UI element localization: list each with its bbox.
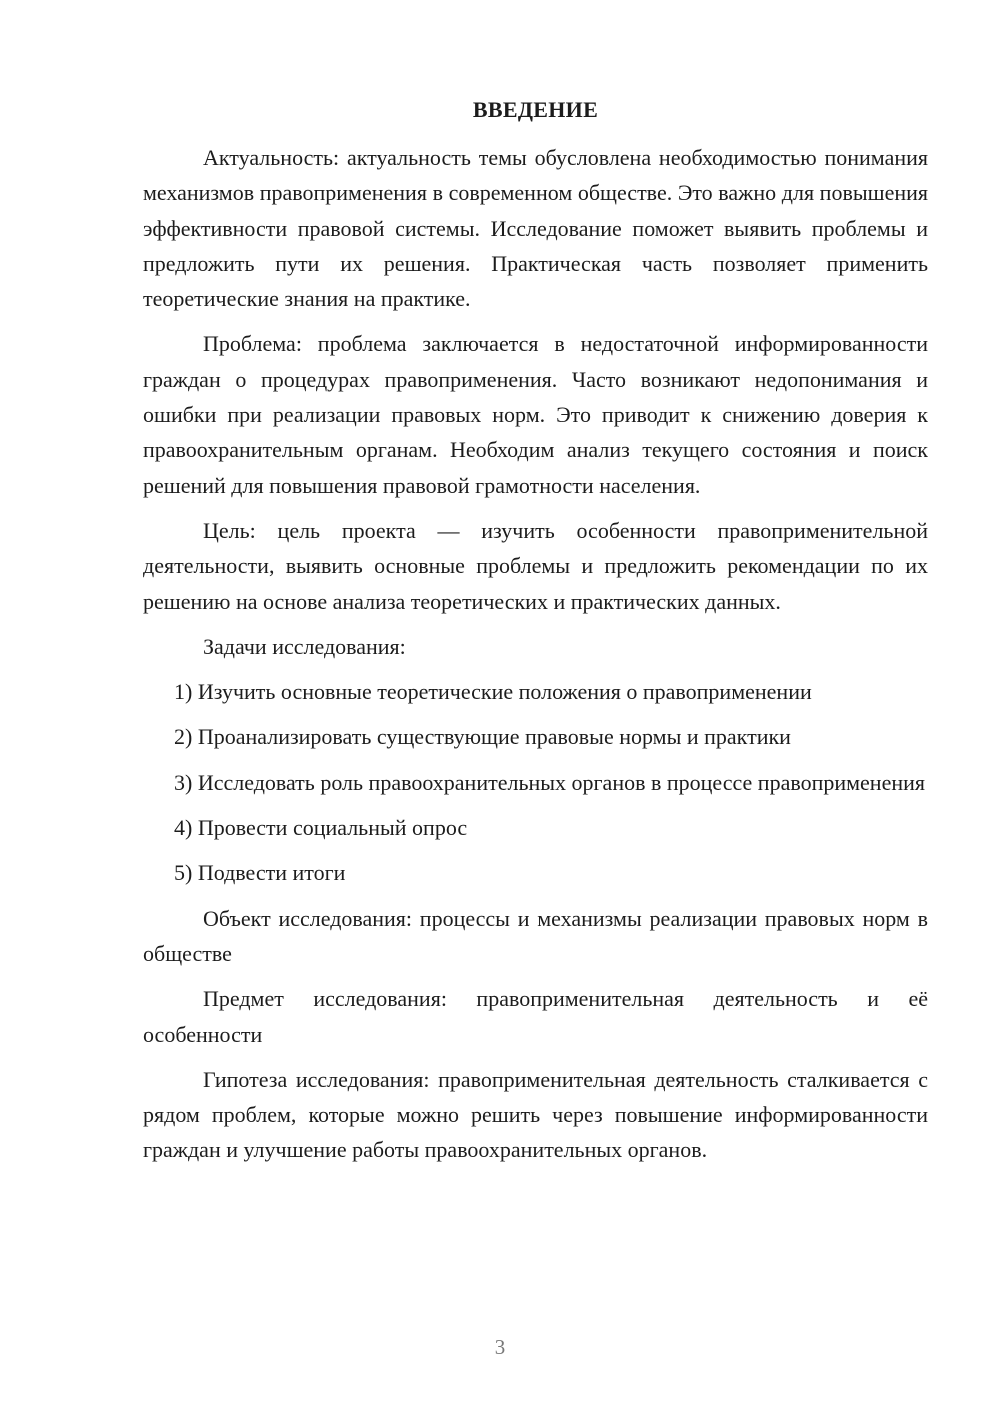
document-title: ВВЕДЕНИЕ bbox=[472, 97, 599, 122]
tasks-list bbox=[143, 674, 928, 890]
task-item-5: 5) Подвести итоги bbox=[174, 860, 346, 886]
document-content bbox=[143, 92, 928, 1168]
relevance-paragraph: Актуальность: актуальность темы обусловлена необходимостью понимания механизмов правоприменения в современном обществе. Это важно для повышения эффективности правовой системы. Исследование поможет выявить проблемы и предложить пути их решения. Практическая часть позволяет применить теоретические знания на практике. bbox=[143, 145, 928, 312]
tasks-heading: Задачи исследования: bbox=[203, 633, 406, 659]
goal-paragraph: Цель: цель проекта — изучить особенности правоприменительной деятельности, выявить основные проблемы и предложить рекомендации по их решению на основе анализа теоретических и практических данных. bbox=[143, 517, 928, 614]
research-subject-paragraph: Предмет исследования: правоприменительная деятельность и её особенности bbox=[143, 986, 928, 1047]
task-item-4: 4) Провести социальный опрос bbox=[174, 815, 468, 841]
task-item-1: 1) Изучить основные теоретические положения о правоприменении bbox=[174, 679, 812, 705]
research-hypothesis-paragraph: Гипотеза исследования: правоприменительная деятельность сталкивается с рядом проблем, которые можно решить через повышение информированности граждан и улучшение работы правоохранительных органов. bbox=[143, 1066, 928, 1163]
problem-paragraph: Проблема: проблема заключается в недостаточной информированности граждан о процедурах правоприменения. Часто возникают недопонимания и ошибки при реализации правовых норм. Это приводит к снижению доверия к правоохранительным органам. Необходим анализ текущего состояния и поиск решений для повышения правовой грамотности населения. bbox=[143, 331, 928, 498]
page-number: 3 bbox=[494, 1335, 506, 1359]
task-item-3: 3) Исследовать роль правоохранительных органов в процессе правоприменения bbox=[174, 769, 926, 795]
task-item-2: 2) Проанализировать существующие правовые нормы и практики bbox=[174, 724, 791, 750]
research-object-paragraph: Объект исследования: процессы и механизмы реализации правовых норм в обществе bbox=[143, 905, 928, 966]
